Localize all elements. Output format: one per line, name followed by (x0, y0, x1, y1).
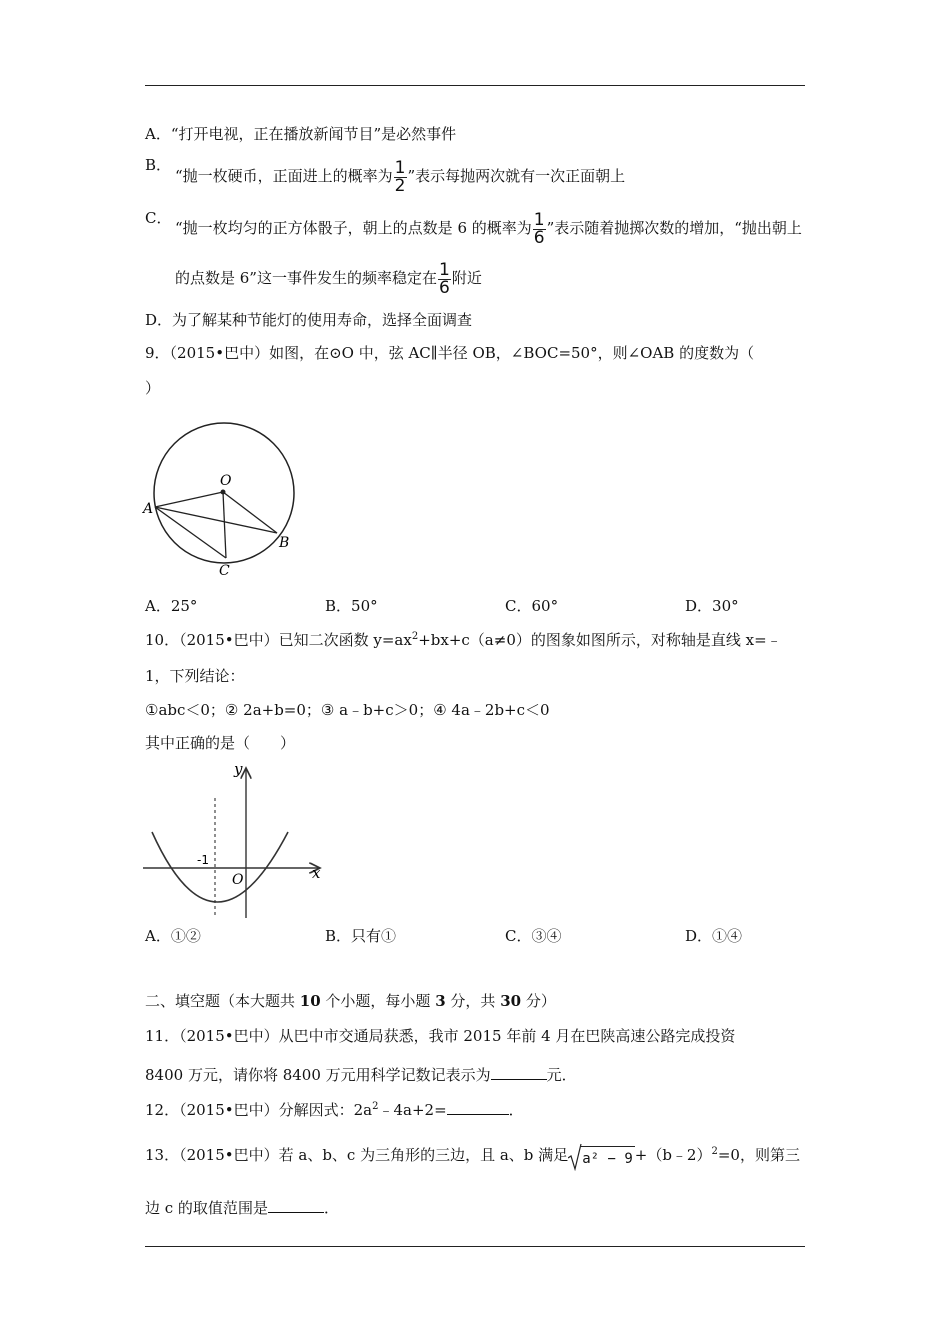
q8-option-c-line2-pre: 的点数是 6”这一事件发生的频率稳定在 (175, 269, 437, 287)
q11-line2-pre: 8400 万元，请你将 8400 万元用科学记数记表示为 (145, 1066, 491, 1084)
q11-answer-blank[interactable] (491, 1063, 547, 1080)
section-text-post: 分） (521, 992, 556, 1010)
q12-answer-blank[interactable] (447, 1098, 509, 1115)
q11-line2-post: 元． (546, 1066, 577, 1084)
q13-stem-line1 (145, 1140, 800, 1170)
fraction-one-sixth: $\frac{1}{6}$ (533, 209, 545, 248)
q11-stem-line1: 11．（2015•巴中）从巴中市交通局获悉，我市 2015 年前 4 月在巴陕高速公路完成投资 (145, 1027, 736, 1045)
q9-option-a: A．25° (145, 597, 198, 615)
q10-exponent: 2 (411, 631, 419, 642)
section-text-mid1: 个小题，每小题 (320, 992, 436, 1010)
q13-answer-blank[interactable] (268, 1196, 324, 1213)
q12-post: ． (508, 1101, 524, 1119)
q8-option-d: D．为了解某种节能灯的使用寿命，选择全面调查 (145, 311, 473, 329)
q9-option-d: D．30° (685, 597, 739, 615)
q10-conclusions: ①abc＜0；② 2a+b=0；③ a﹣b+c＞0；④ 4a﹣2b+c＜0 (145, 701, 550, 719)
q13-post: =0，则第三 (717, 1146, 800, 1164)
q11-stem-line2 (145, 1063, 577, 1085)
q10-stem-pre: 10．（2015•巴中）已知二次函数 y=ax (145, 631, 412, 649)
section-heading (145, 991, 556, 1011)
label-o: O (220, 473, 232, 489)
q8-option-a: A．“打开电视，正在播放新闻节目”是必然事件 (145, 125, 457, 143)
q12-exponent: 2 (372, 1101, 379, 1112)
q8-option-b (175, 158, 625, 195)
q13-line2-post: ． (323, 1199, 339, 1217)
section-text-mid2: 分，共 (445, 992, 501, 1010)
label-c: C (219, 563, 230, 579)
section-points-each: 3 (435, 992, 446, 1010)
q10-option-c: C．③④ (505, 927, 562, 945)
q10-option-a: A．①② (145, 927, 201, 945)
sqrt-expression (568, 1143, 635, 1169)
label-b: B (279, 535, 290, 551)
fraction-one-sixth-2: $\frac{1}{6}$ (438, 259, 450, 298)
label-a: A (143, 501, 154, 517)
parabola-curve (152, 832, 288, 902)
q9-stem-line1: 9．（2015•巴中）如图，在⊙O 中，弦 AC∥半径 OB，∠BOC=50°，则∠OAB 的度数为（ (145, 344, 755, 362)
section-text-pre: 二、填空题（本大题共 (145, 992, 300, 1010)
q9-circle-figure (140, 415, 310, 585)
center-point (221, 490, 226, 495)
segment-ao (155, 492, 223, 507)
q10-stem-line1 (145, 630, 782, 650)
q10-option-b: B．只有① (325, 927, 397, 945)
q8-option-b-text-post: ”表示每抛两次就有一次正面朝上 (407, 167, 626, 185)
neg-one-label: -1 (197, 853, 209, 867)
q8-option-c-letter: C． (145, 209, 172, 227)
q8-option-c-text-post: ”表示随着抛掷次数的增加，“抛出朝上 (546, 219, 802, 237)
q9-option-c: C．60° (505, 597, 559, 615)
q9-stem-line2: ） (145, 379, 161, 397)
q12-stem (145, 1098, 524, 1120)
section-count-questions: 10 (299, 992, 321, 1010)
q10-parabola-graph (140, 760, 330, 920)
q13-mid: +（b﹣2） (634, 1146, 712, 1164)
q8-option-c-line2-post: 附近 (451, 269, 482, 287)
sqrt-radicand: a² − 9 (580, 1146, 635, 1169)
q13-stem-line2 (145, 1196, 339, 1218)
q12-mid: ﹣4a+2= (378, 1101, 447, 1119)
footer-rule (145, 1246, 805, 1247)
q9-option-b: B．50° (325, 597, 378, 615)
q10-stem-post: +bx+c（a≠0）的图象如图所示，对称轴是直线 x=﹣ (418, 631, 782, 649)
radius-oc (223, 492, 226, 558)
x-axis-label: x (312, 864, 321, 882)
q8-option-b-text-pre: “抛一枚硬币，正面进上的概率为 (175, 167, 393, 185)
q8-option-c-line1 (175, 210, 802, 247)
y-axis-label: y (234, 760, 243, 778)
q10-stem-line2: 1，下列结论： (145, 667, 245, 685)
q13-line2-pre: 边 c 的取值范围是 (145, 1199, 268, 1217)
header-rule (145, 85, 805, 86)
q10-question: 其中正确的是（ ） (145, 734, 296, 752)
origin-label: O (232, 872, 244, 888)
q13-exponent: 2 (711, 1146, 718, 1157)
q8-option-b-letter: B． (145, 156, 172, 174)
q10-option-d: D．①④ (685, 927, 743, 945)
fraction-one-half: $\frac{1}{2}$ (394, 157, 406, 196)
section-points-total: 30 (500, 992, 522, 1010)
q13-pre: 13．（2015•巴中）若 a、b、c 为三角形的三边，且 a、b 满足 (145, 1146, 569, 1164)
q12-pre: 12．（2015•巴中）分解因式：2a (145, 1101, 373, 1119)
q8-option-c-text-pre: “抛一枚均匀的正方体骰子，朝上的点数是 6 的概率为 (175, 219, 532, 237)
q8-option-c-line2 (175, 260, 482, 297)
